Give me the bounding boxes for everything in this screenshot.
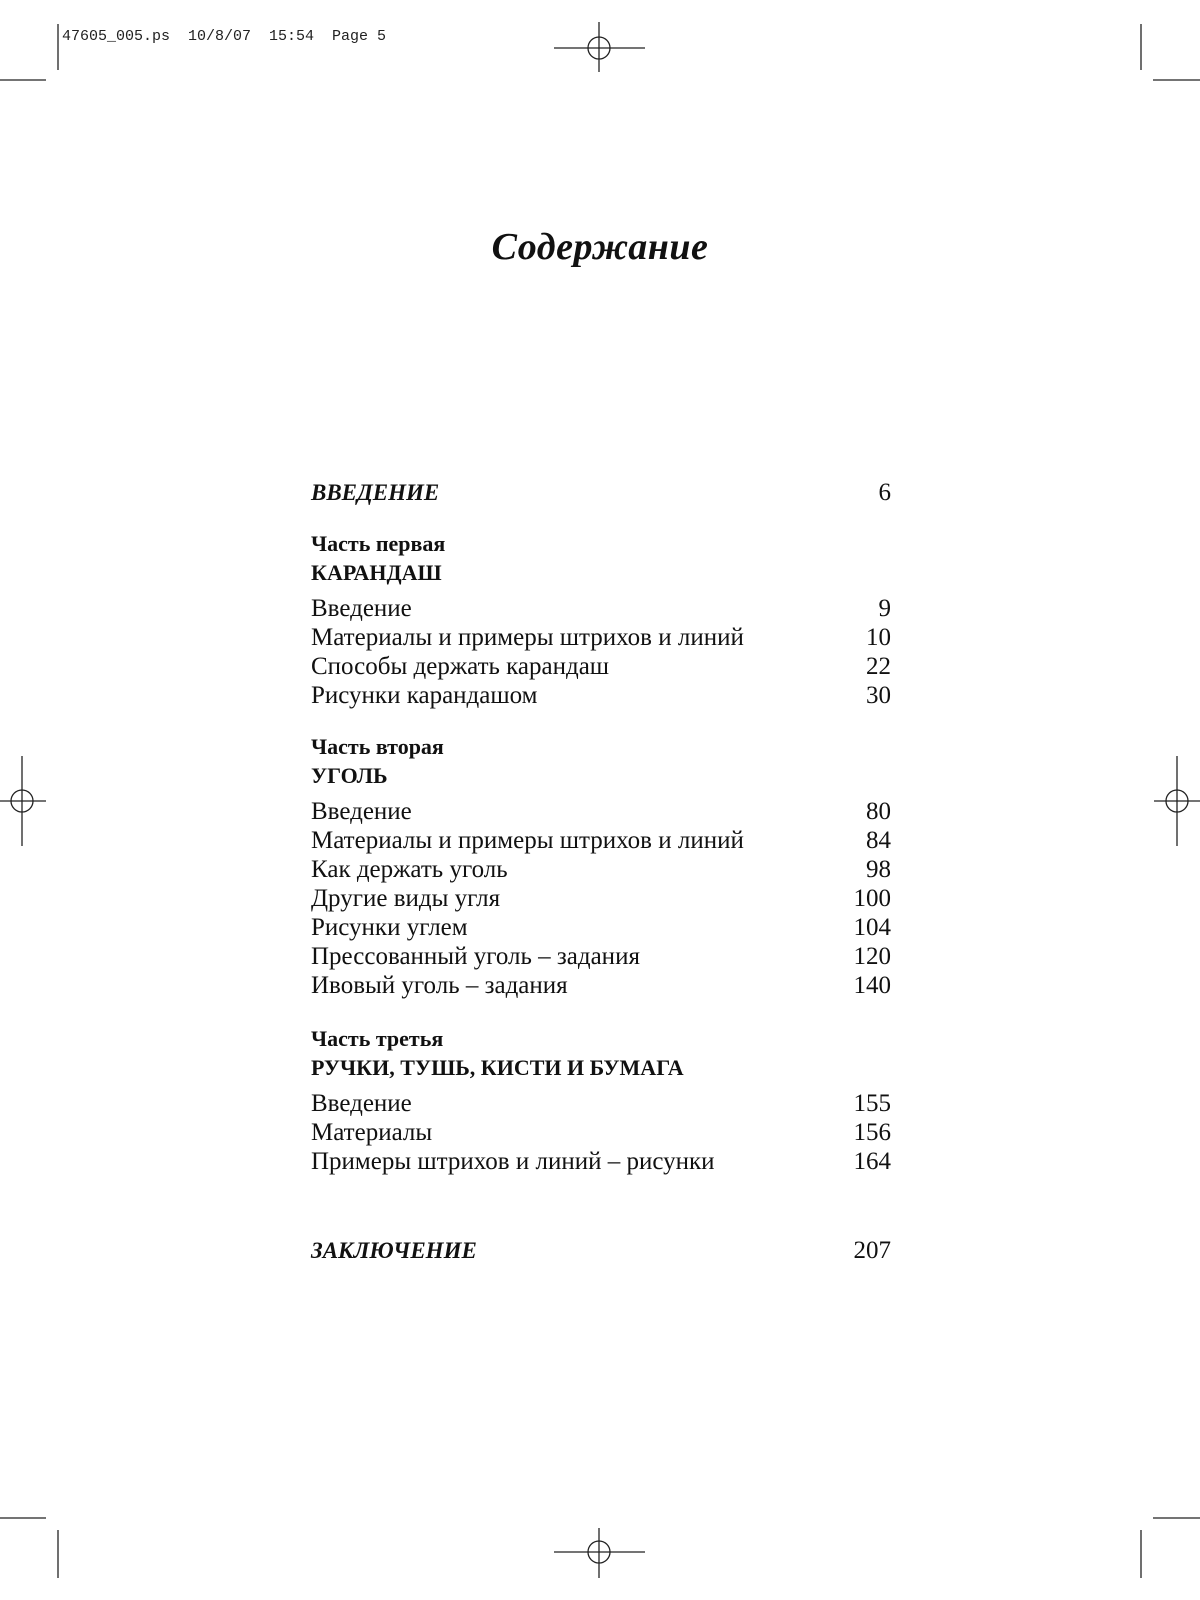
toc-part-heading [311, 529, 891, 587]
toc-entry-label: Материалы [311, 1119, 433, 1146]
toc-entry[interactable] [311, 594, 891, 623]
toc-entry-page: 155 [853, 1090, 891, 1117]
toc-conclusion-label: ЗАКЛЮЧЕНИЕ [311, 1238, 477, 1263]
part-kicker: Часть вторая [311, 734, 444, 759]
toc-entry-label: Другие виды угля [311, 885, 501, 912]
toc-entry-label: Примеры штрихов и линий – рисунки [311, 1148, 715, 1175]
toc-entry-page: 10 [866, 624, 891, 651]
toc-entry[interactable] [311, 797, 891, 826]
toc-entry[interactable] [311, 1147, 891, 1176]
toc-intro-label: ВВЕДЕНИЕ [311, 480, 440, 505]
toc-entry-page: 22 [866, 653, 891, 680]
part-kicker: Часть первая [311, 531, 446, 556]
registration-mark-top [554, 22, 645, 72]
toc-entry-page: 100 [853, 885, 891, 912]
registration-mark-bottom [554, 1528, 645, 1578]
toc-entry-page: 164 [853, 1148, 891, 1175]
toc-part-heading [311, 1024, 891, 1082]
toc-entry[interactable] [311, 826, 891, 855]
toc-conclusion-page: 207 [853, 1237, 891, 1264]
table-of-contents [311, 478, 891, 1265]
toc-entry-page: 80 [866, 798, 891, 825]
toc-entry-page: 84 [866, 827, 891, 854]
toc-entry[interactable] [311, 623, 891, 652]
toc-entry[interactable] [311, 913, 891, 942]
toc-entry-page: 104 [853, 914, 891, 941]
part-kicker: Часть третья [311, 1026, 444, 1051]
toc-entry[interactable] [311, 1089, 891, 1118]
part-title: РУЧКИ, ТУШЬ, КИСТИ И БУМАГА [311, 1055, 684, 1080]
toc-intro-page: 6 [878, 479, 891, 506]
toc-entry-page: 98 [866, 856, 891, 883]
toc-entry[interactable] [311, 681, 891, 710]
toc-part-heading [311, 732, 891, 790]
toc-entry-label: Введение [311, 1090, 412, 1117]
toc-entry[interactable] [311, 855, 891, 884]
toc-entry-label: Материалы и примеры штрихов и линий [311, 827, 744, 854]
part-title: УГОЛЬ [311, 763, 388, 788]
toc-entry-label: Прессованный уголь – задания [311, 943, 640, 970]
toc-entry-label: Способы держать карандаш [311, 653, 610, 680]
toc-entry-label: Рисунки карандашом [311, 682, 538, 709]
toc-entry-page: 9 [878, 595, 891, 622]
page-title: Содержание [491, 226, 709, 268]
printer-slug: 47605_005.ps 10/8/07 15:54 Page 5 [62, 28, 387, 45]
toc-conclusion[interactable] [311, 1236, 891, 1265]
toc-entry-label: Введение [311, 595, 412, 622]
toc-entry-label: Ивовый уголь – задания [311, 972, 568, 999]
toc-entry-page: 140 [853, 972, 891, 999]
toc-entry[interactable] [311, 942, 891, 971]
toc-entry[interactable] [311, 652, 891, 681]
toc-entry[interactable] [311, 884, 891, 913]
toc-entry-page: 30 [866, 682, 891, 709]
toc-entry-page: 156 [853, 1119, 891, 1146]
toc-entry[interactable] [311, 971, 891, 1000]
toc-entry-label: Материалы и примеры штрихов и линий [311, 624, 744, 651]
toc-entry-label: Как держать уголь [311, 856, 508, 883]
toc-entry-page: 120 [853, 943, 891, 970]
toc-entry-label: Рисунки углем [311, 914, 468, 941]
part-title: КАРАНДАШ [311, 560, 442, 585]
toc-intro[interactable] [311, 478, 891, 507]
toc-entry-label: Введение [311, 798, 412, 825]
registration-mark-left [0, 756, 46, 846]
registration-mark-right [1154, 756, 1200, 846]
toc-entry[interactable] [311, 1118, 891, 1147]
